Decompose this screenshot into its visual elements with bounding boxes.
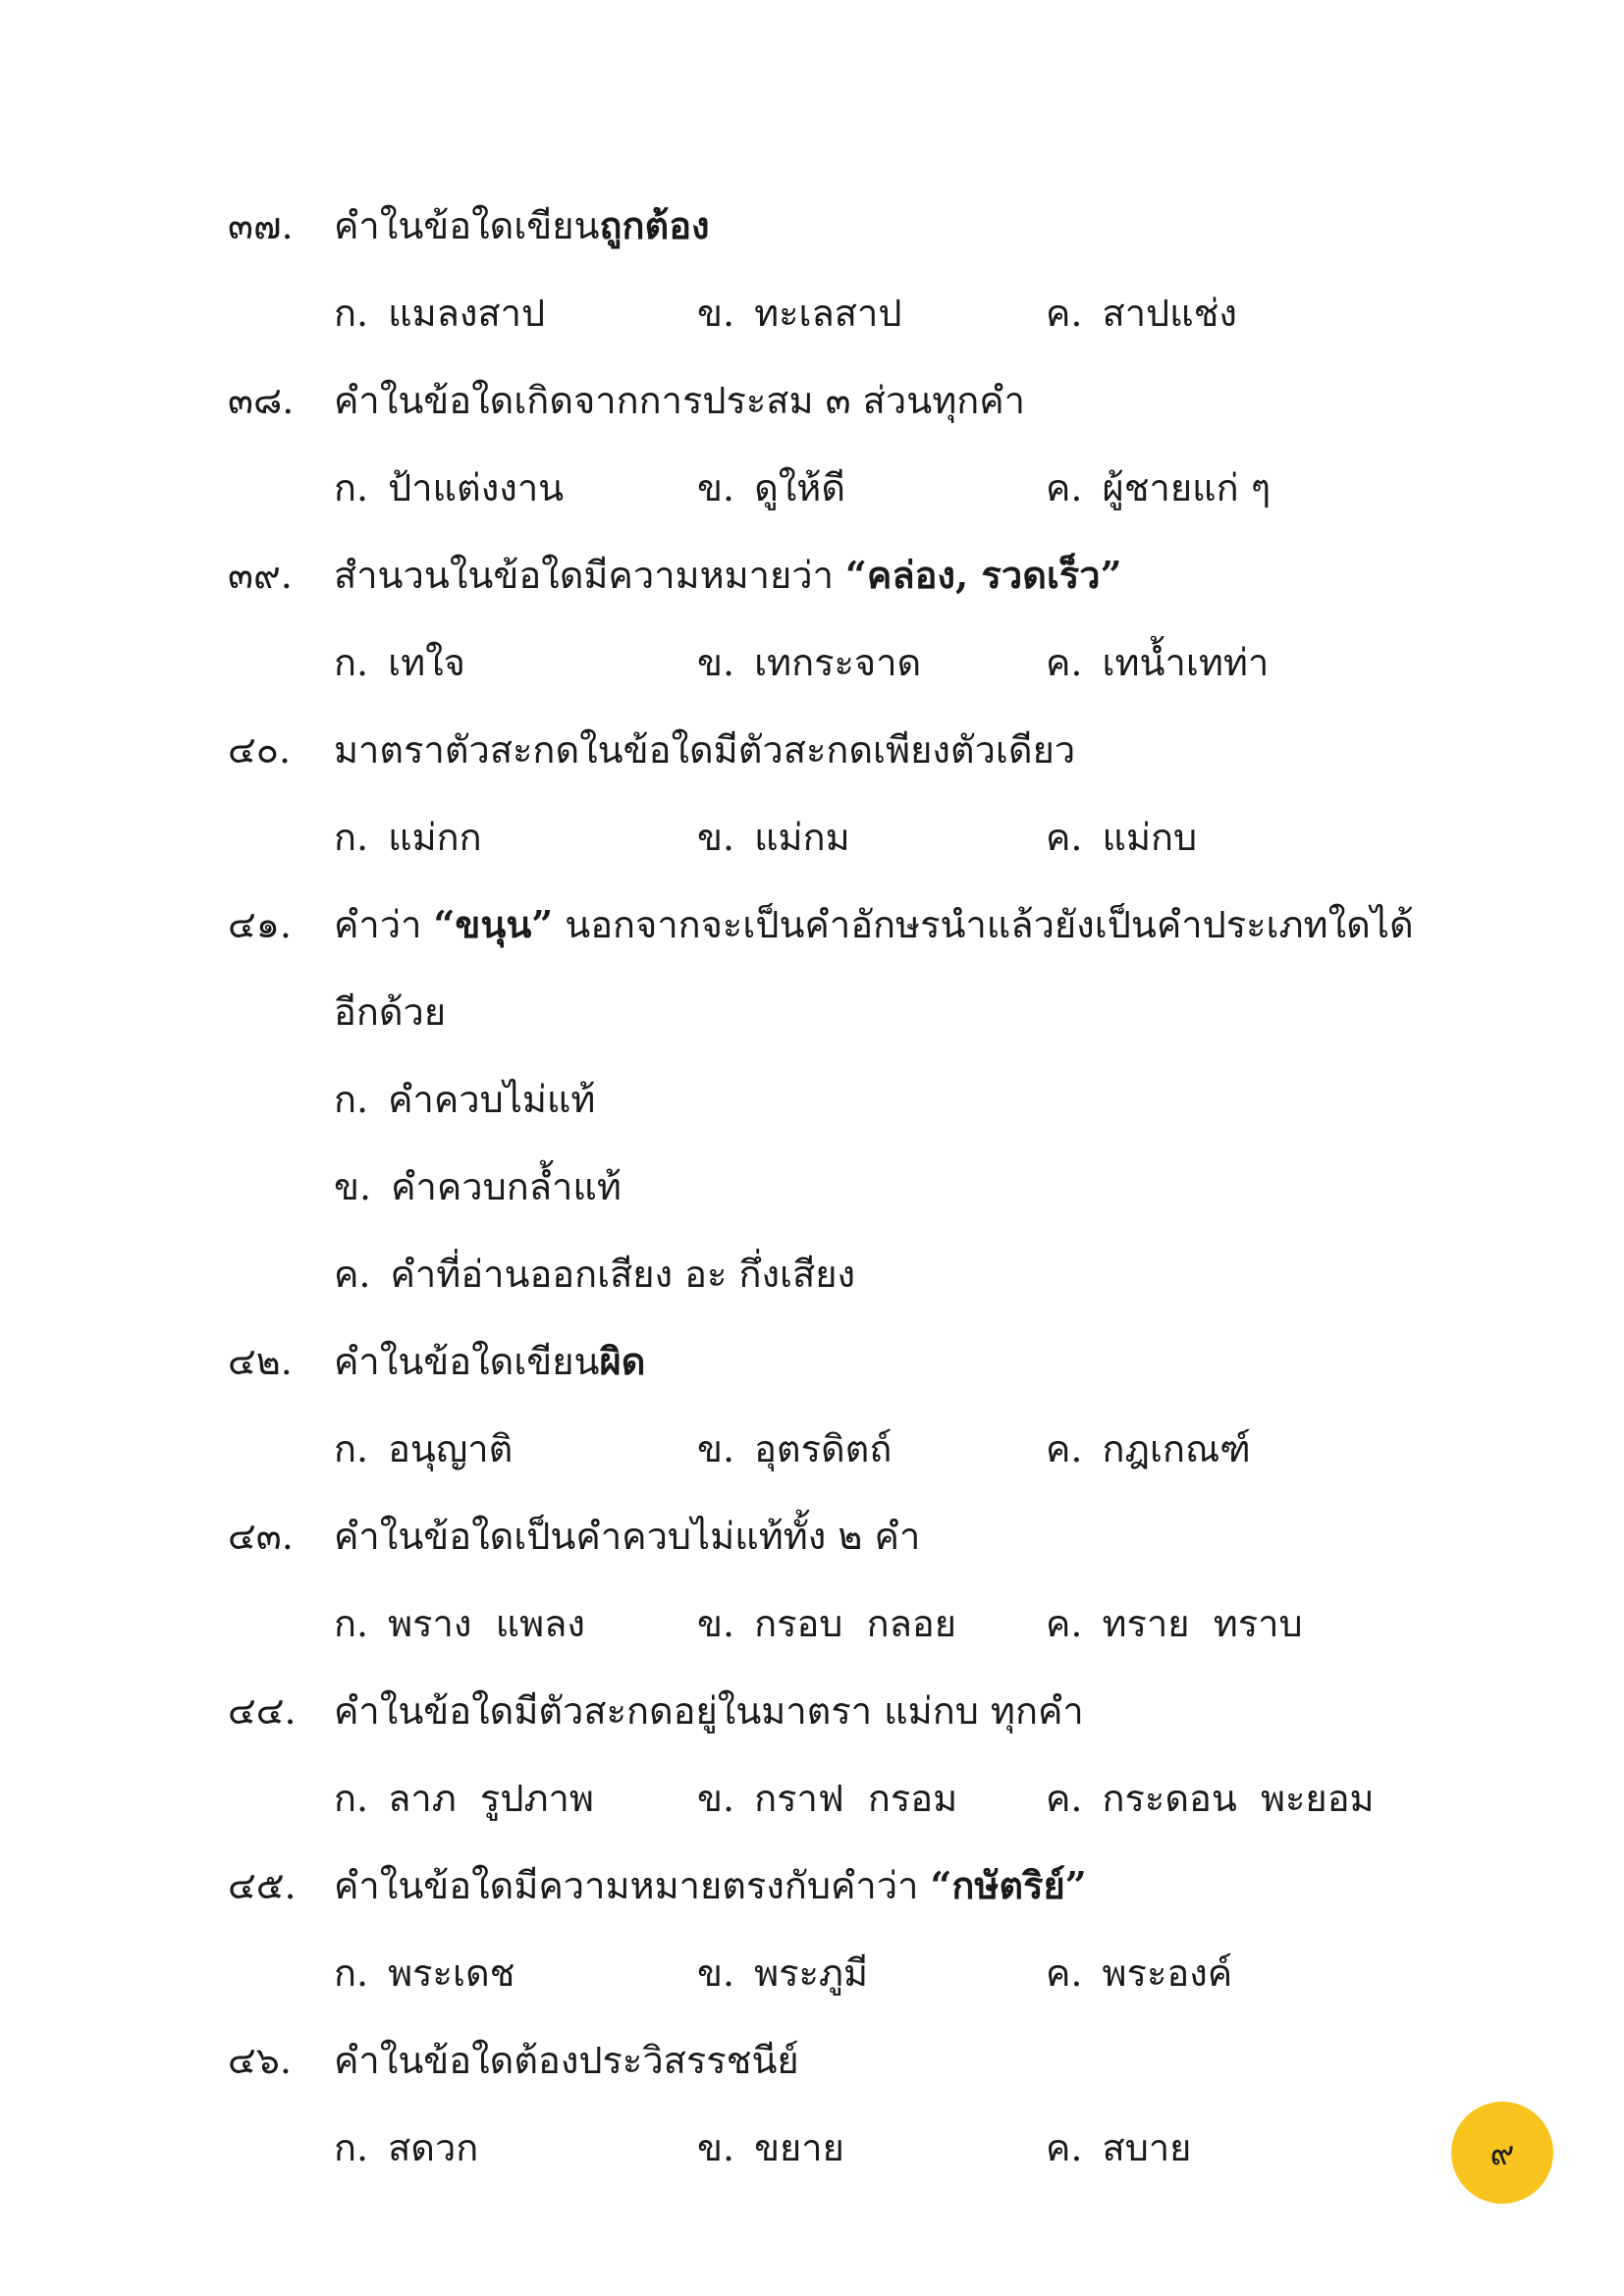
question-number: ๔๒. [228, 1340, 293, 1383]
emphasis-text: ถูกต้อง [599, 203, 710, 247]
option-b[interactable]: ข. ทะเลสาป [697, 292, 902, 335]
option-b[interactable]: ข. อุตรดิตถ์ [697, 1427, 893, 1470]
question-number: ๔๓. [228, 1515, 294, 1558]
option-a[interactable]: ก. ลาภ รูปภาพ [334, 1777, 594, 1820]
option-b[interactable]: ข. แม่กม [697, 816, 850, 859]
options-42 [0, 1410, 1624, 1488]
option-row-41-c [0, 1235, 1624, 1313]
question-text: คำในข้อใดเกิดจากการประสม ๓ ส่วนทุกคำ [334, 379, 1026, 422]
question-37 [0, 187, 1624, 265]
option-row-41-a [0, 1060, 1624, 1139]
question-text: สำนวนในข้อใดมีความหมายว่า “คล่อง, รวดเร็ว” [334, 553, 1122, 597]
option-c[interactable]: ค. แม่กบ [1046, 816, 1198, 859]
question-46 [0, 2021, 1624, 2100]
option-b[interactable]: ข. พระภูมี [697, 1951, 869, 1995]
option-c[interactable]: ค. สบาย [1046, 2126, 1192, 2169]
question-text: คำในข้อใดมีตัวสะกดอยู่ในมาตรา แม่กบ ทุกคำ [334, 1689, 1084, 1733]
emphasis-text: “กษัตริย์” [930, 1863, 1087, 1907]
question-text-continuation: อีกด้วย [334, 990, 447, 1034]
option-b[interactable]: ข. ขยาย [697, 2126, 844, 2169]
options-40 [0, 798, 1624, 877]
question-text: คำว่า “ขนุน” นอกจากจะเป็นคำอักษรนำแล้วยังเป็นคำประเภทใดได้ [334, 902, 1414, 946]
question-text: คำในข้อใดเขียนถูกต้อง [334, 203, 710, 247]
question-number: ๔๑. [228, 903, 292, 946]
option-c[interactable]: ค. พระองค์ [1046, 1951, 1233, 1995]
option-a[interactable]: ก. อนุญาติ [334, 1427, 514, 1470]
option-b[interactable]: ข. ดูให้ดี [697, 466, 846, 509]
question-text: คำในข้อใดเป็นคำควบไม่แท้ทั้ง ๒ คำ [334, 1515, 921, 1558]
question-text: มาตราตัวสะกดในข้อใดมีตัวสะกดเพียงตัวเดียว [334, 728, 1076, 772]
option-b[interactable]: ข. คำควบกล้ำแท้ [334, 1165, 622, 1208]
question-text: คำในข้อใดเขียนผิด [334, 1339, 646, 1383]
question-number: ๓๘. [228, 379, 295, 422]
question-40 [0, 711, 1624, 789]
question-number: ๔๐. [228, 728, 292, 772]
options-37 [0, 274, 1624, 352]
question-41-continuation [0, 973, 1624, 1051]
option-a[interactable]: ก. สดวก [334, 2126, 479, 2169]
options-44 [0, 1759, 1624, 1838]
options-45 [0, 1934, 1624, 2012]
option-c[interactable]: ค. กระดอน พะยอม [1046, 1777, 1375, 1820]
option-c[interactable]: ค. ทราย ทราบ [1046, 1602, 1303, 1645]
option-a[interactable]: ก. คำควบไม่แท้ [334, 1078, 596, 1121]
option-c[interactable]: ค. สาปแช่ง [1046, 292, 1237, 335]
option-a[interactable]: ก. พราง แพลง [334, 1602, 585, 1645]
question-number: ๓๙. [228, 554, 293, 597]
options-38 [0, 449, 1624, 527]
options-43 [0, 1584, 1624, 1663]
option-row-41-b [0, 1148, 1624, 1226]
option-b[interactable]: ข. กราฟ กรอม [697, 1777, 958, 1820]
option-a[interactable]: ก. พระเดช [334, 1951, 515, 1995]
question-number: ๔๔. [228, 1689, 297, 1733]
options-46 [0, 2109, 1624, 2187]
emphasis-text: ผิด [599, 1339, 646, 1383]
question-number: ๓๗. [228, 204, 294, 247]
question-43 [0, 1497, 1624, 1575]
question-number: ๔๕. [228, 1864, 297, 1907]
question-39 [0, 536, 1624, 614]
question-41 [0, 885, 1624, 964]
option-c[interactable]: ค. เทน้ำเทท่า [1046, 641, 1270, 684]
option-c[interactable]: ค. กฎเกณฑ์ [1046, 1427, 1251, 1470]
question-44 [0, 1672, 1624, 1750]
page-number: ๙ [1489, 2134, 1515, 2173]
option-a[interactable]: ก. เทใจ [334, 641, 465, 684]
option-c[interactable]: ค. คำที่อ่านออกเสียง อะ กึ่งเสียง [334, 1253, 856, 1296]
question-38 [0, 361, 1624, 440]
option-a[interactable]: ก. แมลงสาป [334, 292, 546, 335]
question-42 [0, 1322, 1624, 1401]
emphasis-text: “ขนุน” [433, 902, 554, 946]
option-c[interactable]: ค. ผู้ชายแก่ ๆ [1046, 466, 1272, 509]
option-b[interactable]: ข. เทกระจาด [697, 641, 922, 684]
options-39 [0, 623, 1624, 702]
question-text: คำในข้อใดต้องประวิสรรชนีย์ [334, 2039, 799, 2082]
option-a[interactable]: ก. ป้าแต่งงาน [334, 466, 565, 509]
option-b[interactable]: ข. กรอบ กลอย [697, 1602, 956, 1645]
emphasis-text: “คล่อง, รวดเร็ว” [845, 553, 1122, 597]
option-a[interactable]: ก. แม่กก [334, 816, 482, 859]
page-number-badge [1451, 2102, 1553, 2204]
question-text: คำในข้อใดมีความหมายตรงกับคำว่า “กษัตริย์” [334, 1863, 1087, 1907]
question-number: ๔๖. [228, 2039, 292, 2082]
question-45 [0, 1846, 1624, 1925]
